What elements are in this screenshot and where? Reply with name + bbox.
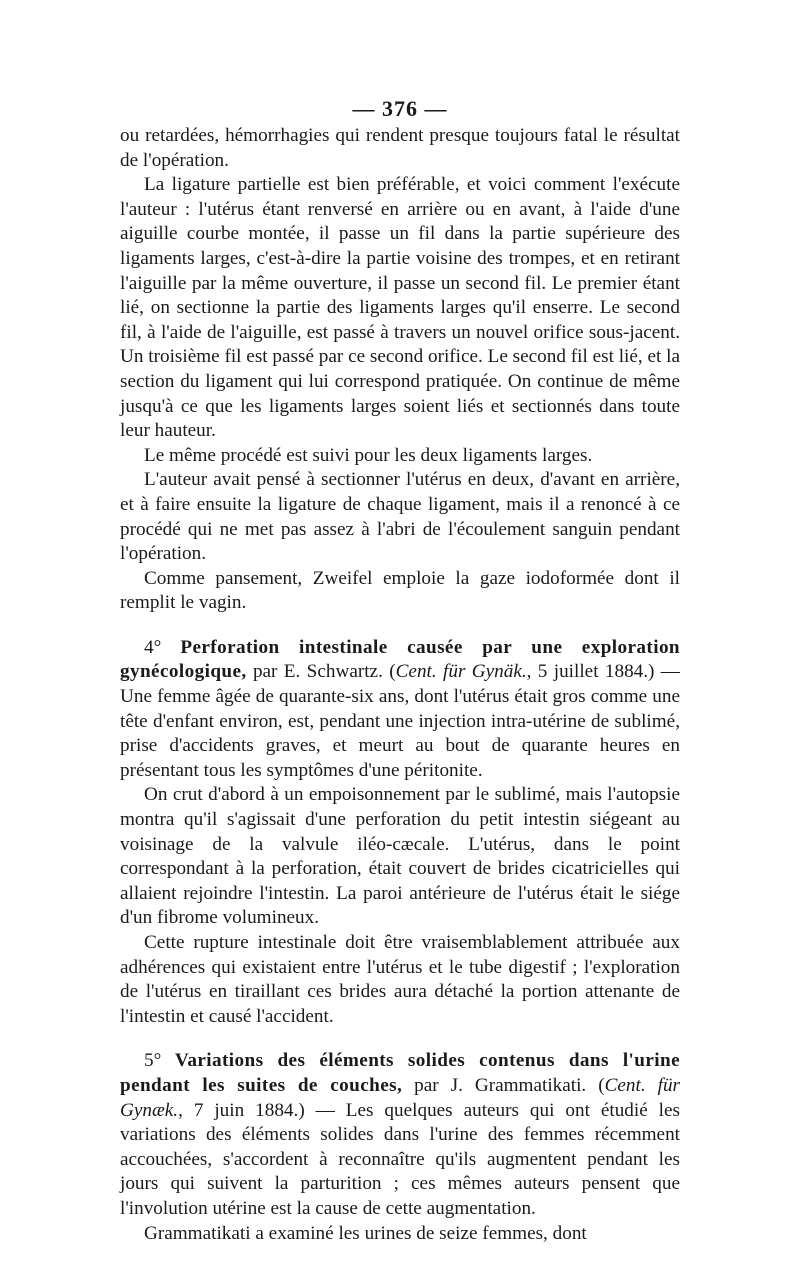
- page-number: — 376 —: [352, 96, 448, 121]
- section-title: Perforation intestinale causée par une exploration gynécologique,: [120, 636, 681, 683]
- section-4-lead: [120, 636, 680, 784]
- paragraph: ou retardées, hémorrhagies qui rendent presque toujours fatal le résultat de l'opération.: [120, 125, 680, 171]
- paragraph: Grammatikati a examiné les urines de seize femmes, dont: [144, 1222, 587, 1244]
- paragraph: La ligature partielle est bien préférable, et voici comment l'exécute l'auteur : l'utérus étant renversé en arrière ou en avant, à l'aide d'une aiguille courbe montée, il passe un fil dans la partie supérieure des ligaments larges, c'est-à-dire la partie voisine des trompes, et en retirant l'aiguille par la même ouverture, il passe un second fil. Le premier étant lié, on sectionne la partie des ligaments larges qu'il enserre. Le second fil, à l'aide de l'aiguille, est passé à travers un nouvel orifice sous-jacent. Un troisième fil est passé par ce second orifice. Le second fil est lié, et la section du ligament qui lui correspond pratiquée. On continue de même jusqu'à ce que les ligaments larges soient liés et sectionnés dans toute leur hauteur.: [120, 174, 680, 442]
- journal-title: Cent. für Gynäk.: [395, 661, 527, 683]
- section-author: par J. Grammatikati. (: [402, 1074, 605, 1096]
- journal-title: Cent. für Gynæk.: [120, 1074, 681, 1121]
- page-body: [120, 124, 680, 1246]
- section-date: , 5 juillet 1884.): [526, 661, 655, 683]
- section-number: 5°: [144, 1050, 162, 1072]
- paragraph: On crut d'abord à un empoisonnement par le sublimé, mais l'autopsie montra qu'il s'agissait d'une perforation du petit intestin siégeant au voisinage de la valvule iléo-cæcale. L'utérus, dans le point correspondant à la perforation, était couvert de brides cicatricielles qui allaient rejoindre l'intestin. La paroi antérieure de l'utérus était le siége d'un fibrome volumineux.: [120, 784, 680, 929]
- section-lead-text: — Les quelques auteurs qui ont étudié les variations des éléments solides dans l'urine des femmes récemment accouchées, s'accordent à reconnaître qu'ils augmentent pendant les jours qui suivent la parturition ; ces mêmes auteurs pensent que l'involution utérine est la cause de cette augmentation.: [120, 1099, 680, 1219]
- section-number: 4°: [144, 636, 162, 658]
- section-title: Variations des éléments solides contenus dans l'urine pendant les suites de couches,: [120, 1050, 680, 1096]
- paragraph: Cette rupture intestinale doit être vraisemblablement attribuée aux adhérences qui existaient entre l'utérus et le tube digestif ; l'exploration de l'utérus en tiraillant ces brides aura détaché la portion attenante de l'intestin et causé l'accident.: [120, 932, 680, 1027]
- section-date: , 7 juin 1884.): [178, 1099, 305, 1121]
- section-author: par E. Schwartz. (: [246, 661, 396, 683]
- paragraph: Comme pansement, Zweifel emploie la gaze iodoformée dont il remplit le vagin.: [120, 567, 680, 614]
- section-5-lead: [120, 1049, 680, 1221]
- section-lead-text: — Une femme âgée de quarante-six ans, dont l'utérus était gros comme une tête d'enfant environ, est, pendant une injection intra-utérine de sublimé, prise d'accidents graves, et meurt au bout de quarante heures en présentant tous les symptômes d'une péritonite.: [120, 661, 680, 781]
- paragraph: Le même procédé est suivi pour les deux ligaments larges.: [144, 444, 593, 466]
- paragraph: L'auteur avait pensé à sectionner l'utérus en deux, d'avant en arrière, et à faire ensuite la ligature de chaque ligament, mais il a renoncé à ce procédé qui ne met pas assez à l'abri de l'écoulement sanguin pendant l'opération.: [120, 469, 680, 565]
